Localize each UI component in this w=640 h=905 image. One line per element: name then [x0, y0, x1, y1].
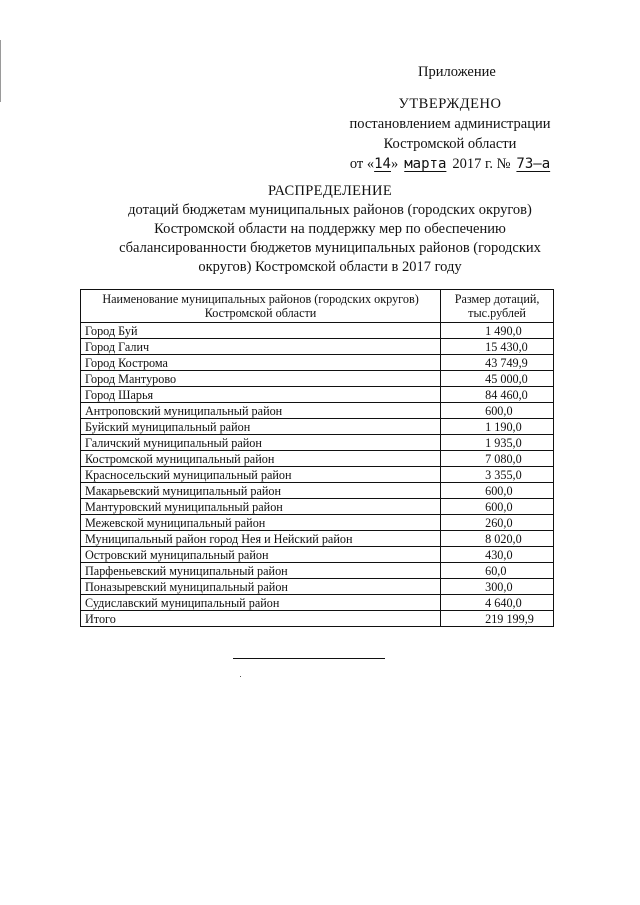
footer-rule [233, 658, 385, 659]
grant-amount-cell: 1 935,0 [441, 435, 554, 451]
title-line-1: дотаций бюджетам муниципальных районов (городских округов) [128, 202, 532, 218]
grant-amount-cell: 3 355,0 [441, 467, 554, 483]
grant-amount-cell: 8 020,0 [441, 531, 554, 547]
district-name-cell: Город Буй [81, 323, 441, 339]
approval-block [300, 94, 600, 174]
approved-stamp-text: УТВЕРЖДЕНО [398, 96, 502, 112]
approval-by-line: постановлением администрации [349, 116, 551, 132]
grant-amount-cell: 1 190,0 [441, 419, 554, 435]
table-row [81, 355, 554, 371]
date-mid: » [390, 156, 399, 172]
table-header-row [81, 290, 554, 323]
table-row [81, 403, 554, 419]
table-row [81, 339, 554, 355]
district-name-cell: Поназыревский муниципальный район [81, 579, 441, 595]
district-name-cell: Антроповский муниципальный район [81, 403, 441, 419]
date-prefix: от « [349, 156, 375, 172]
grant-amount-cell: 1 490,0 [441, 323, 554, 339]
appendix-label: Приложение [418, 64, 496, 80]
table-row [81, 387, 554, 403]
district-name-cell: Межевской муниципальный район [81, 515, 441, 531]
table-row [81, 579, 554, 595]
grant-amount-cell: 260,0 [441, 515, 554, 531]
district-name-cell: Парфеньевский муниципальный район [81, 563, 441, 579]
table-row [81, 451, 554, 467]
table-row [81, 547, 554, 563]
grant-amount-cell: 600,0 [441, 403, 554, 419]
grant-amount-cell: 300,0 [441, 579, 554, 595]
table-row [81, 467, 554, 483]
total-row [81, 611, 554, 627]
order-number: 73–а [516, 156, 551, 172]
district-name-cell: Костромской муниципальный район [81, 451, 441, 467]
table-row [81, 419, 554, 435]
approval-region-line: Костромской области [383, 136, 517, 152]
table-row [81, 499, 554, 515]
grant-amount-cell: 84 460,0 [441, 387, 554, 403]
grant-amount-cell: 4 640,0 [441, 595, 554, 611]
title-heading: РАСПРЕДЕЛЕНИЕ [268, 183, 392, 199]
district-name-cell: Судиславский муниципальный район [81, 595, 441, 611]
column-header-amount: Размер дотаций, тыс.рублей [441, 290, 554, 323]
grant-amount-cell: 600,0 [441, 499, 554, 515]
approval-date-line [300, 154, 600, 174]
district-name-cell: Макарьевский муниципальный район [81, 483, 441, 499]
table-row [81, 563, 554, 579]
title-line-3: сбалансированности бюджетов муниципальных районов (городских [119, 240, 541, 256]
table-row [81, 435, 554, 451]
column-header-name: Наименование муниципальных районов (городских округов) Костромской области [81, 290, 441, 323]
district-name-cell: Город Кострома [81, 355, 441, 371]
grant-amount-cell: 430,0 [441, 547, 554, 563]
district-name-cell: Буйский муниципальный район [81, 419, 441, 435]
table-row [81, 531, 554, 547]
grant-amount-cell: 60,0 [441, 563, 554, 579]
table-row [81, 483, 554, 499]
table-row [81, 371, 554, 387]
table-row [81, 323, 554, 339]
grants-table [80, 289, 554, 627]
district-name-cell: Город Галич [81, 339, 441, 355]
grant-amount-cell: 45 000,0 [441, 371, 554, 387]
district-name-cell: Город Мантурово [81, 371, 441, 387]
grant-amount-cell: 7 080,0 [441, 451, 554, 467]
document-title [80, 182, 580, 277]
table-row [81, 515, 554, 531]
total-amount-cell: 219 199,9 [441, 611, 554, 627]
district-name-cell: Островский муниципальный район [81, 547, 441, 563]
title-line-4: округов) Костромской области в 2017 году [198, 259, 462, 275]
grant-amount-cell: 43 749,9 [441, 355, 554, 371]
date-year: 2017 г. № [452, 156, 511, 172]
title-line-2: Костромской области на поддержку мер по обеспечению [154, 221, 506, 237]
district-name-cell: Город Шарья [81, 387, 441, 403]
district-name-cell: Муниципальный район город Нея и Нейский район [81, 531, 441, 547]
district-name-cell: Мантуровский муниципальный район [81, 499, 441, 515]
grant-amount-cell: 600,0 [441, 483, 554, 499]
scan-margin-mark [0, 40, 1, 102]
grant-amount-cell: 15 430,0 [441, 339, 554, 355]
total-label-cell: Итого [81, 611, 441, 627]
date-month: марта [404, 156, 447, 172]
district-name-cell: Галичский муниципальный район [81, 435, 441, 451]
district-name-cell: Красносельский муниципальный район [81, 467, 441, 483]
table-body [81, 323, 554, 627]
table-row [81, 595, 554, 611]
scan-speck [240, 676, 241, 677]
date-day: 14 [374, 156, 391, 172]
